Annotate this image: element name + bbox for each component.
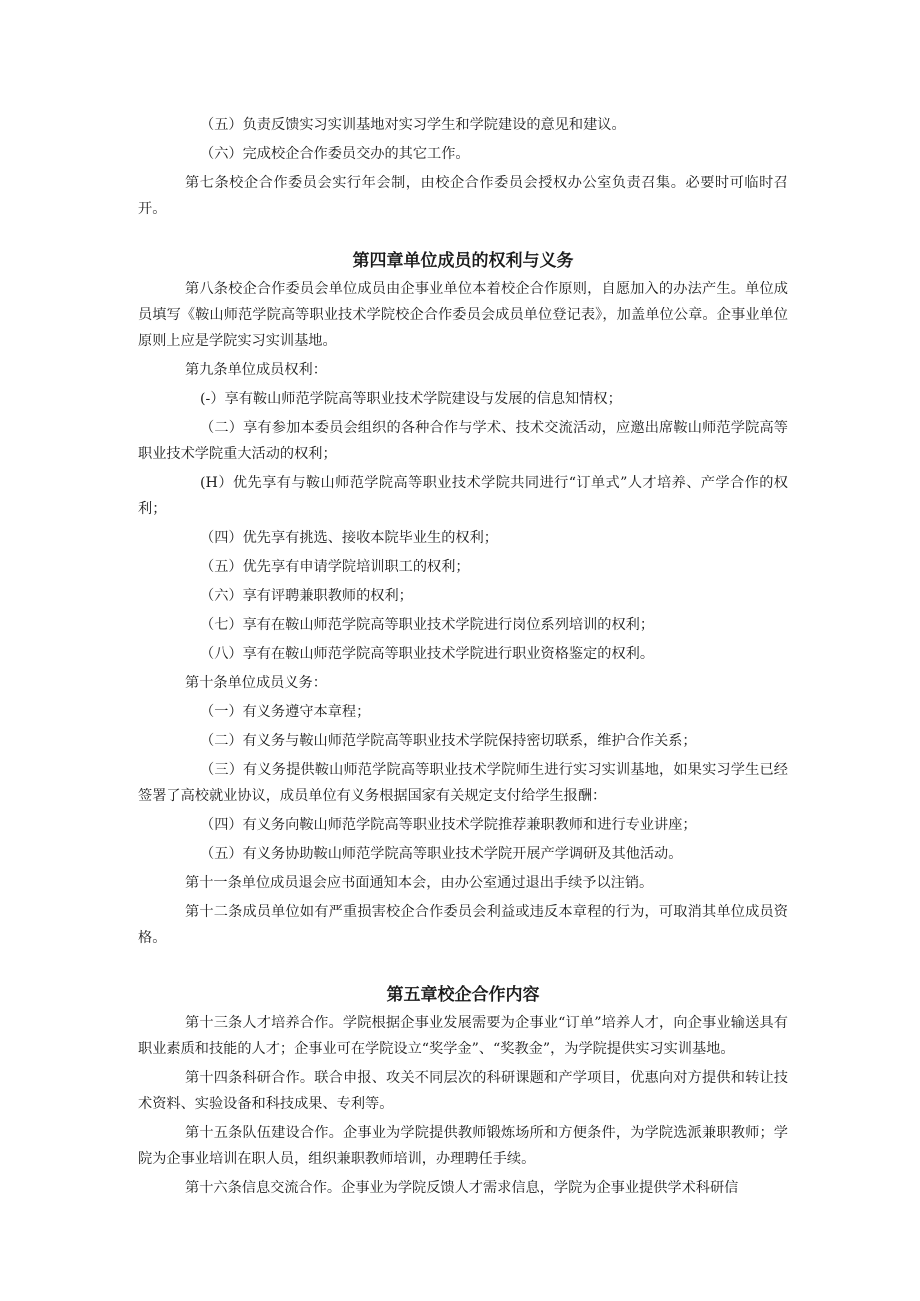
article-8: 第八条校企合作委员会单位成员由企事业单位本着校企合作原则，自愿加入的办法产生。单位成员填写《鞍山师范学院高等职业技术学院校企合作委员会成员单位登记表》，加盖单位公章。企事业单位原则上应是学院实习实训基地。 bbox=[138, 281, 788, 349]
right-1: (-）享有鞍山师范学院高等职业技术学院建设与发展的信息知情权； bbox=[200, 391, 622, 407]
duty-1: （一）有义务遵守本章程； bbox=[200, 704, 371, 720]
article-13: 第十三条人才培养合作。学院根据企事业发展需要为企事业“订单”培养人才，向企事业输送具有职业素质和技能的人才；企事业可在学院设立“奖学金”、“奖教金”，为学院提供实习实训基地。 bbox=[138, 1015, 788, 1057]
right-7: （七）享有在鞍山师范学院高等职业技术学院进行岗位系列培训的权利； bbox=[200, 617, 655, 633]
duty-2: （二）有义务与鞍山师范学院高等职业技术学院保持密切联系，维护合作关系； bbox=[200, 733, 697, 749]
right-5: （五）优先享有申请学院培训职工的权利； bbox=[200, 559, 470, 575]
right-3: (H）优先享有与鞍山师范学院高等职业技术学院共同进行“订单式”人才培养、产学合作的权利； bbox=[138, 475, 788, 517]
chapter-5-heading: 第五章校企合作内容 bbox=[386, 985, 540, 1005]
right-2: （二）享有参加本委员会组织的各种合作与学术、技术交流活动，应邀出席鞍山师范学院高等职业技术学院重大活动的权利； bbox=[138, 420, 788, 462]
article-11: 第十一条单位成员退会应书面通知本会，由办公室通过退出手续予以注销。 bbox=[185, 875, 654, 891]
article-15: 第十五条队伍建设合作。企事业为学院提供教师锻炼场所和方便条件，为学院选派兼职教师；学院为企事业培训在职人员，组织兼职教师培训，办理聘任手续。 bbox=[138, 1125, 788, 1167]
duty-5: （五）有义务协助鞍山师范学院高等职业技术学院开展产学调研及其他活动。 bbox=[200, 846, 683, 862]
clause-6-other-work: （六）完成校企合作委员交办的其它工作。 bbox=[200, 146, 470, 162]
article-14: 第十四条科研合作。联合申报、攻关不同层次的科研课题和产学项目，优惠向对方提供和转让技术资料、实验设备和科技成果、专利等。 bbox=[138, 1070, 788, 1112]
clause-5-feedback: （五）负责反馈实习实训基地对实习学生和学院建设的意见和建议。 bbox=[200, 117, 626, 133]
duty-3: （三）有义务提供鞍山师范学院高等职业技术学院师生进行实习实训基地，如果实习学生已经签署了高校就业协议，成员单位有义务根据国家有关规定支付给学生报酬： bbox=[138, 762, 788, 804]
document-page bbox=[138, 112, 788, 1204]
article-7: 第七条校企合作委员会实行年会制，由校企合作委员会授权办公室负责召集。必要时可临时召开。 bbox=[138, 175, 788, 217]
right-6: （六）享有评聘兼职教师的权利； bbox=[200, 588, 413, 604]
right-8: （八）享有在鞍山师范学院高等职业技术学院进行职业资格鉴定的权利。 bbox=[200, 646, 655, 662]
article-12: 第十二条成员单位如有严重损害校企合作委员会利益或违反本章程的行为，可取消其单位成员资格。 bbox=[138, 904, 788, 946]
article-16: 第十六条信息交流合作。企事业为学院反馈人才需求信息，学院为企事业提供学术科研信 bbox=[185, 1180, 739, 1196]
duty-4: （四）有义务向鞍山师范学院高等职业技术学院推荐兼职教师和进行专业讲座； bbox=[200, 817, 697, 833]
right-4: （四）优先享有挑选、接收本院毕业生的权利； bbox=[200, 530, 498, 546]
chapter-4-heading: 第四章单位成员的权利与义务 bbox=[352, 251, 574, 271]
article-9: 第九条单位成员权利： bbox=[185, 362, 327, 378]
article-10: 第十条单位成员义务： bbox=[185, 675, 327, 691]
